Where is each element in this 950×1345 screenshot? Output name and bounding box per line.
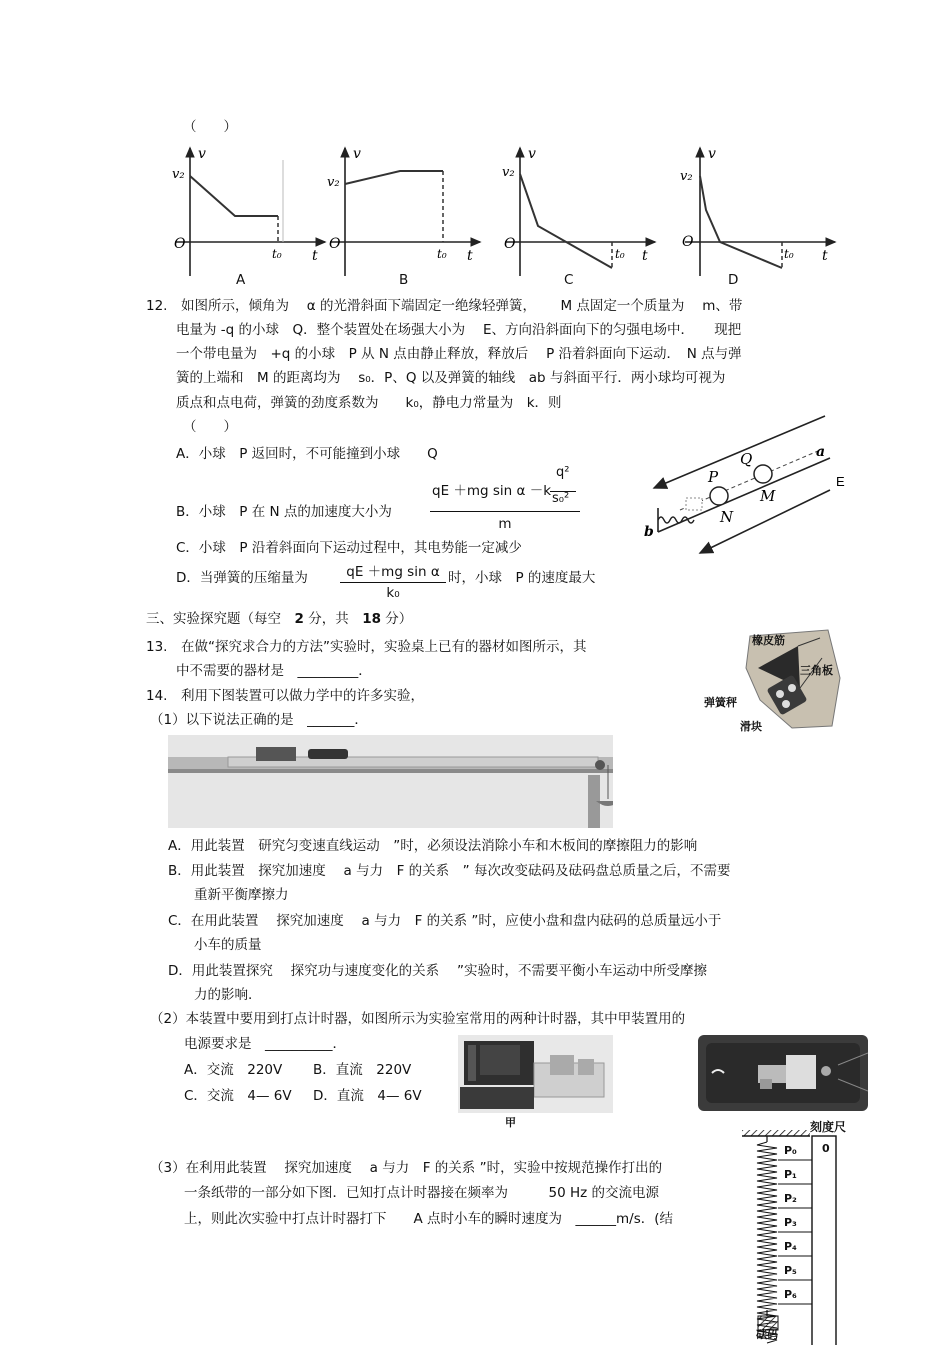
q14-sub-2-line-1: （2）本装置中要用到打点计时器，如图所示为实验室常用的两种计时器，其中甲装置用的 [150,1011,686,1027]
q14-sub-3-line-3: 上，则此次实验中打点计时器打下 A 点时小车的瞬时速度为 ______m/s．(结 [184,1211,674,1227]
q12-option-b-s2: s₀² [552,491,570,506]
label-q: Q [740,450,753,468]
graph-a-ylabel: v [198,146,206,162]
graph-c-origin: O [504,236,516,252]
q12-line-4: 簧的上端和 M 的距离均为 s₀．P、Q 以及弹簧的轴线 ab 与斜面平行．两小球均可视为 [176,370,726,386]
graph-d-xlabel: t [822,248,828,264]
graph-b-v2: v₂ [327,175,340,190]
q12-line-3: 一个带电量为 +q 的小球 P 从 N 点由静止释放，释放后 P 沿着斜面向下运动． N 点与弹 [176,346,742,362]
q12-option-b: B．小球 P 在 N 点的加速度大小为 [176,504,392,520]
q14-sub-3-line-1: （3）在利用此装置 探究加速度 a 与力 F 的关系 ”时，实验中按规范操作打出的 [150,1160,663,1176]
ruler-title: 刻度尺 [810,1120,847,1134]
point-p6: P₆ [784,1288,797,1301]
q14-option-d-line-1: D．用此装置探究 探究功与速度变化的关系 ”实验时，不需要平衡小车运动中所受摩擦 [168,963,707,979]
label-rubber-band: 橡皮筋 [752,634,785,647]
point-p2: P₂ [784,1192,797,1205]
graph-c-letter: C [564,272,574,288]
timer-jia-photo [458,1035,613,1113]
timer-jia-label: 甲 [505,1116,516,1129]
q12-option-d-pre: D．当弹簧的压缩量为 [176,570,308,586]
graph-d [680,146,835,276]
q12-paren: （ ） [183,419,237,435]
q14-sub-3-line-2: 一条纸带的一部分如下图．已知打点计时器接在频率为 50 Hz 的交流电源 [184,1185,659,1201]
label-e: E [836,474,845,489]
q12-option-d-numerator: qE ＋mg sin α [346,564,440,580]
q12-incline-figure [640,408,865,578]
ruler-zero: 0 [822,1142,830,1155]
section-3-heading: 三、实验探究题（每空 2 分，共 18 分） [146,611,413,627]
graph-b-t0: t₀ [437,247,447,261]
point-p4: P₄ [784,1240,797,1253]
weight-label: 砝码 [756,1328,778,1341]
graph-a [172,146,325,276]
timer-yi-photo [698,1035,868,1111]
q12-option-b-numerator: qE ＋mg sin α －k [432,483,552,499]
q12-line-1: 12. 如图所示，倾角为 α 的光滑斜面下端固定一绝缘轻弹簧， M 点固定一个质量为 m、带 [146,298,743,314]
graph-c-ylabel: v [528,146,536,162]
graph-d-origin: O [682,234,694,250]
q12-option-b-denominator: m [498,516,512,532]
graph-a-v2: v₂ [172,167,185,182]
label-n: N [720,508,734,526]
q14-option-c-line-2: 小车的质量 [194,937,262,953]
q12-option-d-fraction [340,560,446,601]
q11-graphs [160,140,860,290]
q12-option-c: C．小球 P 沿着斜面向下运动过程中，其电势能一定减少 [176,540,522,556]
q13-line-2: 中不需要的器材是 _________． [176,663,372,679]
point-p0: P₀ [784,1144,797,1157]
q14-sub-1: （1）以下说法正确的是 _______． [150,712,368,728]
q14-option-a: A．用此装置 研究匀变速直线运动 ”时，必须设法消除小车和木板间的摩擦阻力的影响 [168,838,698,854]
point-p1: P₁ [784,1168,797,1181]
q14-option-d-line-2: 力的影响. [194,987,253,1003]
q11-paren: （ ） [183,119,237,135]
q14-option-c-line-1: C．在用此装置 探究加速度 a 与力 F 的关系 ”时，应使小盘和盘内砝码的总质量远小于 [168,913,722,929]
graph-b-origin: O [329,236,341,252]
q14-line-1: 14. 利用下图装置可以做力学中的许多实验， [146,688,424,704]
graph-b-xlabel: t [467,248,473,264]
q14-option-2c: C．交流 4— 6V [184,1088,292,1104]
graph-c-t0: t₀ [615,247,625,261]
q12-option-b-fraction [430,465,580,532]
q14-option-b-line-1: B．用此装置 探究加速度 a 与力 F 的关系 ” 每次改变砝码及砝码盘总质量之后，不需要 [168,863,731,879]
graph-d-t0: t₀ [784,247,794,261]
label-p: P [708,468,719,486]
graph-b-ylabel: v [353,146,361,162]
graph-a-letter: A [236,272,246,288]
label-triangle: 三角板 [800,664,833,677]
spring-ruler-figure [740,1118,847,1345]
q14-option-2b: B．直流 220V [313,1062,412,1078]
label-m: M [760,487,776,505]
q14-option-b-line-2: 重新平衡摩擦力 [194,887,289,903]
q12-option-b-q2: q² [556,465,570,480]
graph-b [327,146,480,276]
graph-a-origin: O [174,236,186,252]
q13-equipment-photo [700,628,842,732]
graph-c-xlabel: t [642,248,648,264]
q13-line-1: 13. 在做“探究求合力的方法”实验时，实验桌上已有的器材如图所示，其 [146,639,587,655]
graph-d-ylabel: v [708,146,716,162]
point-p3: P₃ [784,1216,797,1229]
graph-c-v2: v₂ [502,165,515,180]
q14-apparatus-photo [168,735,613,828]
label-a: a [816,444,826,460]
q12-option-d-denominator: k₀ [386,585,400,601]
point-p5: P₅ [784,1264,797,1277]
graph-d-letter: D [728,272,739,288]
graph-b-letter: B [399,272,409,288]
q14-sub-2-line-2: 电源要求是 __________． [184,1036,346,1052]
graph-c [502,146,655,276]
graph-a-xlabel: t [312,248,318,264]
q12-option-d-post: 时，小球 P 的速度最大 [448,570,596,586]
q12-option-a: A．小球 P 返回时，不可能撞到小球 Q [176,446,438,462]
label-spring-scale: 弹簧秤 [704,696,737,709]
q12-line-2: 电量为 -q 的小球 Q．整个装置处在场强大小为 E、方向沿斜面向下的匀强电场中． 现把 [176,322,742,338]
graph-d-v2: v₂ [680,169,693,184]
q12-line-5: 质点和点电荷，弹簧的劲度系数为 k₀，静电力常量为 k．则 [176,395,562,411]
q14-option-2a: A．交流 220V [184,1062,283,1078]
q14-option-2d: D．直流 4— 6V [313,1088,422,1104]
label-block: 滑块 [740,720,762,733]
label-b: b [644,524,654,540]
graph-a-t0: t₀ [272,247,282,261]
